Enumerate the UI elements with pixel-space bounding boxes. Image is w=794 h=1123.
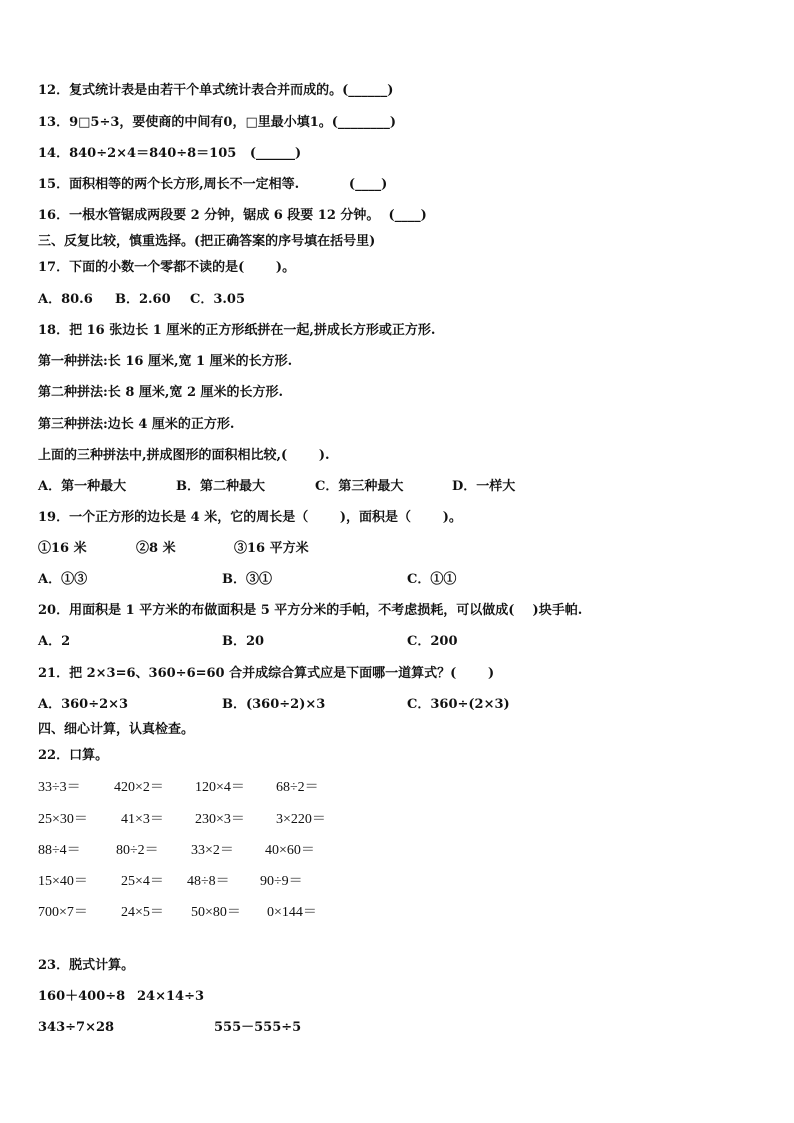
q18-option-c: C．第三种最大 — [315, 479, 404, 494]
q18-method-2: 第二种拼法:长 8 厘米,宽 2 厘米的长方形. — [38, 385, 284, 400]
mental-math-item: 3×220＝ — [276, 812, 326, 827]
mental-math-item: 50×80＝ — [191, 905, 241, 920]
question-15: 15．面积相等的两个长方形,周长不一定相等. (____) — [38, 177, 388, 192]
q18-method-1: 第一种拼法:长 16 厘米,宽 1 厘米的长方形. — [38, 354, 293, 369]
q17-option-c: C．3.05 — [190, 292, 246, 307]
q19-option-a: A．①③ — [38, 572, 88, 587]
q23-expression: 343÷7×28 — [38, 1020, 115, 1035]
question-23: 23．脱式计算。 — [38, 958, 135, 973]
q19-item-1: ①16 米 — [38, 541, 87, 556]
q17-option-b: B．2.60 — [115, 292, 171, 307]
section-3-heading: 三、反复比较，慎重选择。(把正确答案的序号填在括号里) — [38, 234, 376, 249]
q18-option-b: B．第二种最大 — [176, 479, 265, 494]
mental-math-item: 68÷2＝ — [276, 780, 319, 795]
mental-math-item: 230×3＝ — [195, 812, 245, 827]
mental-math-item: 420×2＝ — [114, 780, 164, 795]
q20-option-b: B．20 — [222, 634, 265, 649]
question-19: 19．一个正方形的边长是 4 米，它的周长是（ )，面积是（ )。 — [38, 510, 462, 525]
q20-option-c: C．200 — [407, 634, 458, 649]
q21-option-a: A．360÷2×3 — [38, 697, 129, 712]
question-22: 22．口算。 — [38, 748, 109, 763]
mental-math-item: 25×30＝ — [38, 812, 88, 827]
mental-math-item: 120×4＝ — [195, 780, 245, 795]
mental-math-item: 48÷8＝ — [187, 874, 230, 889]
q21-option-b: B．(360÷2)×3 — [222, 697, 326, 712]
q20-option-a: A．2 — [38, 634, 71, 649]
q23-expression: 160＋400÷8 — [38, 989, 126, 1004]
q19-item-3: ③16 平方米 — [234, 541, 309, 556]
question-18: 18．把 16 张边长 1 厘米的正方形纸拼在一起,拼成长方形或正方形. — [38, 323, 436, 338]
question-13: 13．9□5÷3，要使商的中间有0，□里最小填1。(________) — [38, 115, 397, 130]
mental-math-item: 33×2＝ — [191, 843, 234, 858]
q18-method-3: 第三种拼法:边长 4 厘米的正方形. — [38, 417, 235, 432]
q19-option-b: B．③① — [222, 572, 272, 587]
question-20: 20．用面积是 1 平方米的布做面积是 5 平方分米的手帕，不考虑损耗，可以做成( )块手帕. — [38, 603, 583, 618]
q18-option-a: A．第一种最大 — [38, 479, 127, 494]
mental-math-item: 0×144＝ — [267, 905, 317, 920]
question-14: 14．840÷2×4＝840÷8＝105 (______) — [38, 146, 302, 161]
q18-option-d: D．一样大 — [452, 479, 516, 494]
mental-math-item: 88÷4＝ — [38, 843, 81, 858]
q23-row-2 — [38, 1019, 302, 1091]
question-16: 16．一根水管锯成两段要 2 分钟，锯成 6 段要 12 分钟。 (____) — [38, 208, 427, 223]
mental-math-item: 700×7＝ — [38, 905, 88, 920]
q23-expression: 24×14÷3 — [137, 989, 205, 1004]
mental-math-item: 25×4＝ — [121, 874, 164, 889]
q21-option-c: C．360÷(2×3) — [407, 697, 510, 712]
mental-math-item: 40×60＝ — [265, 843, 315, 858]
mental-math-item: 15×40＝ — [38, 874, 88, 889]
question-17: 17．下面的小数一个零都不读的是( )。 — [38, 260, 296, 275]
q19-item-2: ②8 米 — [136, 541, 176, 556]
mental-math-item: 24×5＝ — [121, 905, 164, 920]
q17-option-a: A．80.6 — [38, 292, 93, 307]
q23-expression: 555－555÷5 — [214, 1020, 302, 1035]
mental-math-item: 90÷9＝ — [260, 874, 303, 889]
q19-option-c: C．①① — [407, 572, 457, 587]
question-21: 21．把 2×3=6、360÷6=60 合并成综合算式应是下面哪一道算式？( ) — [38, 666, 495, 681]
question-12: 12．复式统计表是由若干个单式统计表合并而成的。(______) — [38, 83, 394, 98]
mental-math-item: 41×3＝ — [121, 812, 164, 827]
mental-math-item: 33÷3＝ — [38, 780, 81, 795]
q18-prompt: 上面的三种拼法中,拼成图形的面积相比较,( ). — [38, 448, 330, 463]
mental-math-item: 80÷2＝ — [116, 843, 159, 858]
section-4-heading: 四、细心计算，认真检查。 — [38, 722, 195, 737]
